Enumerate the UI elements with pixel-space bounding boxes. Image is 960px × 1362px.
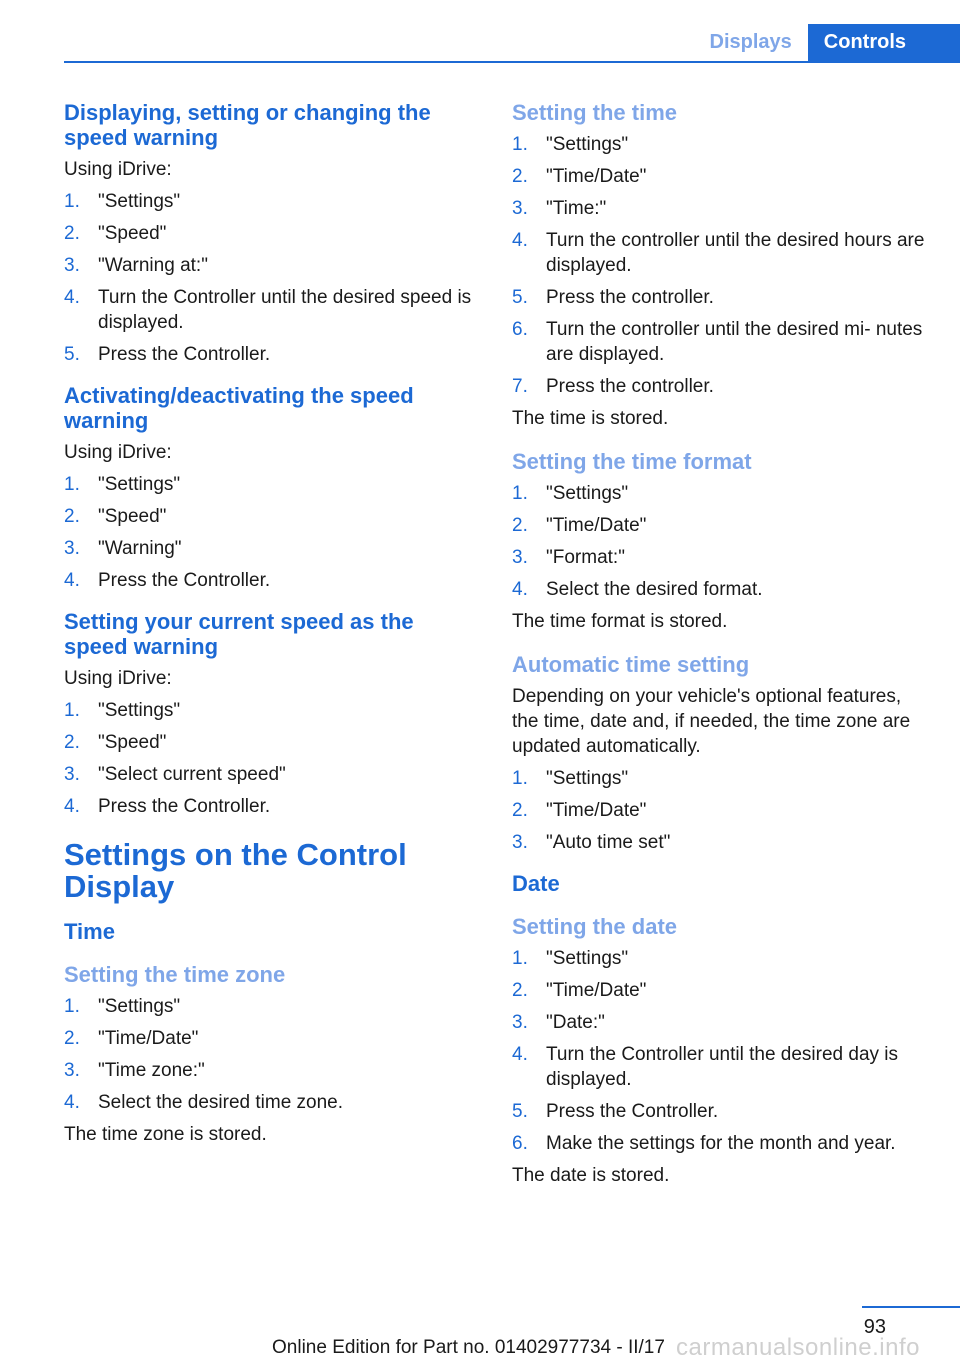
step-number: 5. [64,344,80,365]
step-number: 4. [64,287,80,308]
step-item [512,228,930,278]
step-text: "Settings" [546,483,629,504]
step-number: 2. [512,166,528,187]
step-item [64,1026,482,1051]
section [512,914,930,1188]
step-text: "Time/Date" [546,800,647,821]
step-number: 4. [64,570,80,591]
step-text: "Time/Date" [546,515,647,536]
step-number: 1. [512,948,528,969]
step-number: 4. [64,796,80,817]
step-text: Turn the Controller until the desired speed is displayed. [98,287,472,333]
step-text: "Time zone:" [98,1060,205,1081]
step-item [512,766,930,791]
section [64,919,482,944]
step-number: 6. [512,1133,528,1154]
step-text: Turn the controller until the desired hours are displayed. [546,230,925,276]
step-number: 2. [512,515,528,536]
step-item [512,132,930,157]
step-item [512,1010,930,1035]
steps-list [64,698,482,819]
step-text: "Time/Date" [98,1028,199,1049]
step-text: "Date:" [546,1012,605,1033]
step-number: 3. [64,255,80,276]
result-text: The time is stored. [512,408,669,429]
steps-list [64,472,482,593]
step-item [512,1042,930,1092]
step-number: 2. [64,1028,80,1049]
step-item [64,285,482,335]
step-number: 4. [512,579,528,600]
section [512,100,930,431]
section-heading: Settings on the Control Display [64,837,407,904]
step-number: 2. [64,732,80,753]
step-number: 2. [64,506,80,527]
step-number: 4. [512,230,528,251]
result-text: The time zone is stored. [64,1124,267,1145]
step-item [64,253,482,278]
step-item [64,794,482,819]
step-item [64,536,482,561]
step-number: 2. [64,223,80,244]
step-text: "Warning" [98,538,182,559]
step-item [512,798,930,823]
topic-heading: Setting the time zone [64,962,286,987]
step-text: Turn the controller until the desired mi‐ nutes are displayed. [546,319,923,365]
step-item [64,730,482,755]
step-item [64,189,482,214]
intro-text: Using iDrive: [64,668,172,689]
step-number: 1. [512,768,528,789]
step-number: 3. [512,547,528,568]
step-text: "Settings" [98,700,181,721]
header-rule [64,61,960,63]
section [512,449,930,634]
right-column [512,100,930,1195]
step-text: "Settings" [98,191,181,212]
step-text: Turn the Controller until the desired day is displayed. [546,1044,899,1090]
step-number: 6. [512,319,528,340]
step-text: "Time/Date" [546,980,647,1001]
step-number: 3. [64,1060,80,1081]
topic-heading: Automatic time setting [512,652,750,677]
step-text: "Speed" [98,732,167,753]
step-item [512,374,930,399]
step-item [64,568,482,593]
step-number: 1. [512,134,528,155]
step-item [512,1099,930,1124]
footer-rule [862,1306,960,1308]
steps-list [512,481,930,602]
step-item [512,545,930,570]
step-item [64,994,482,1019]
step-item [64,504,482,529]
subsection-heading: Date [512,871,560,896]
step-text: Select the desired format. [546,579,763,600]
step-text: Press the controller. [546,376,714,397]
step-text: Press the controller. [546,287,714,308]
step-text: "Format:" [546,547,625,568]
steps-list [512,766,930,855]
step-item [512,285,930,310]
step-number: 1. [64,474,80,495]
step-text: "Select current speed" [98,764,286,785]
step-text: "Time/Date" [546,166,647,187]
step-text: Press the Controller. [98,570,271,591]
step-text: "Settings" [98,474,181,495]
step-text: "Speed" [98,223,167,244]
step-number: 1. [64,191,80,212]
header-tabs [694,24,960,61]
step-number: 3. [512,1012,528,1033]
step-number: 2. [512,980,528,1001]
intro-text: Depending on your vehicle's optional features, the time, date and, if needed, the time zone are updated automatically. [512,686,911,757]
step-text: "Settings" [546,768,629,789]
step-number: 3. [512,198,528,219]
step-number: 3. [64,764,80,785]
step-number: 1. [512,483,528,504]
step-number: 2. [512,800,528,821]
steps-list [64,189,482,367]
topic-heading: Setting the time format [512,449,752,474]
step-item [512,317,930,367]
left-column [64,100,482,1154]
edition-note: Online Edition for Part no. 01402977734 - II/17 [272,1337,665,1358]
step-text: Press the Controller. [546,1101,719,1122]
result-text: The time format is stored. [512,611,728,632]
step-item [64,698,482,723]
steps-list [64,994,482,1115]
step-item [512,830,930,855]
topic-heading: Setting the date [512,914,678,939]
step-number: 4. [512,1044,528,1065]
section [512,871,930,896]
step-item [512,978,930,1003]
step-number: 4. [64,1092,80,1113]
step-item [512,577,930,602]
step-text: "Settings" [546,948,629,969]
topic-heading: Setting the time [512,100,678,125]
step-text: "Time:" [546,198,607,219]
step-text: Make the settings for the month and year. [546,1133,896,1154]
step-number: 3. [64,538,80,559]
step-item [512,196,930,221]
step-number: 1. [64,700,80,721]
steps-list [512,946,930,1156]
section [64,962,482,1147]
step-item [64,342,482,367]
step-item [64,221,482,246]
section [64,609,482,819]
subsection-heading: Activating/deactivating the speed warning [64,383,414,433]
watermark: carmanualsonline.info [676,1334,920,1361]
step-number: 3. [512,832,528,853]
step-item [512,164,930,189]
step-text: Press the Controller. [98,796,271,817]
step-text: "Settings" [546,134,629,155]
subsection-heading: Time [64,919,115,944]
step-text: Select the desired time zone. [98,1092,344,1113]
step-item [64,472,482,497]
section [64,100,482,367]
step-item [512,1131,930,1156]
step-text: "Auto time set" [546,832,671,853]
subsection-heading: Setting your current speed as the speed warning [64,609,414,659]
intro-text: Using iDrive: [64,159,172,180]
step-number: 5. [512,287,528,308]
step-number: 7. [512,376,528,397]
section [64,383,482,593]
step-number: 1. [64,996,80,1017]
step-item [512,513,930,538]
step-item [512,946,930,971]
step-text: Press the Controller. [98,344,271,365]
step-item [64,762,482,787]
step-number: 5. [512,1101,528,1122]
tab-controls[interactable]: Controls [808,24,960,61]
step-text: "Settings" [98,996,181,1017]
page-number: 93 [863,1316,886,1338]
steps-list [512,132,930,399]
tab-displays[interactable]: Displays [694,24,808,61]
step-item [64,1058,482,1083]
result-text: The date is stored. [512,1165,670,1186]
subsection-heading: Displaying, setting or changing the speed warning [64,100,431,150]
step-item [64,1090,482,1115]
intro-text: Using iDrive: [64,442,172,463]
step-item [512,481,930,506]
step-text: "Speed" [98,506,167,527]
step-text: "Warning at:" [98,255,208,276]
section [512,652,930,855]
section [64,839,482,903]
